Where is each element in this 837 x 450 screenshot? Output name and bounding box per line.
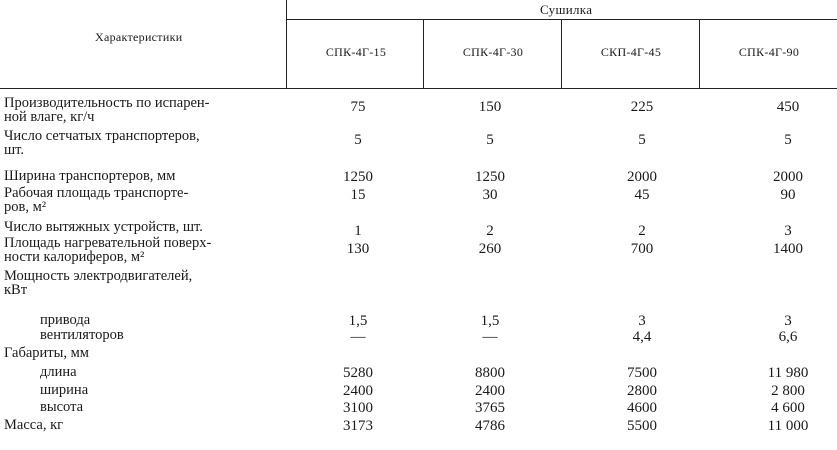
group-title: Сушилка [540,2,593,17]
table-cell: 3 [784,223,792,239]
table-cell: 3100 [343,400,373,416]
row-label: ширина [40,382,89,398]
row-label: кВт [4,282,28,298]
header-divider-0 [286,0,287,88]
table-cell: 1400 [773,241,803,257]
table-cell: 4786 [475,418,505,434]
row-label: Рабочая площадь транспорте- [4,185,189,201]
table-cell: 11 000 [767,418,809,434]
table-cell: 3 [638,313,646,329]
table-cell: 260 [478,241,502,257]
table-cell: 2 [486,223,494,239]
table-cell: 3765 [475,400,505,416]
row-label: Производительность по испарен- [4,95,210,111]
table-cell: 90 [780,187,796,203]
row-label: ров, м² [4,199,47,215]
header-bottom-rule [0,88,837,89]
table-cell: 6,6 [778,329,798,345]
table-cell: 1,5 [348,313,368,329]
table-cell: — [350,329,366,345]
row-label: привода [40,312,91,328]
row-label: Число сетчатых транспортеров, [4,128,200,144]
table-cell: 1250 [475,169,505,185]
table-cell: 700 [630,241,654,257]
table-cell: 5 [486,132,494,148]
table-cell: 5 [784,132,792,148]
table-cell: 30 [482,187,498,203]
table-cell: 5500 [627,418,657,434]
row-label: вентиляторов [40,327,124,343]
table-cell: 1250 [343,169,373,185]
table-cell: 150 [478,99,502,115]
table-cell: 2 800 [771,383,805,399]
row-label: Площадь нагревательной поверх- [4,235,212,251]
table-cell: 5 [354,132,362,148]
row-label: Число вытяжных устройств, шт. [4,219,203,235]
table-cell: 1,5 [480,313,500,329]
table-cell: 2400 [475,383,505,399]
table-cell: 130 [346,241,370,257]
table-cell: 2000 [773,169,803,185]
table-cell: 8800 [475,365,505,381]
table-cell: 2 [638,223,646,239]
table-cell: 7500 [627,365,657,381]
row-label: ности калориферов, м² [4,249,145,265]
table-cell: 2800 [627,383,657,399]
table-cell: 3 [784,313,792,329]
row-label: длина [40,364,77,380]
table-cell: 15 [350,187,366,203]
table-cell: 4,4 [632,329,652,345]
column-header-1: СПК-4Г-15 [325,45,387,59]
table-cell: 2400 [343,383,373,399]
table-cell: 4 600 [771,400,805,416]
row-label: шт. [4,142,25,158]
table-cell: 45 [634,187,650,203]
row-label: высота [40,399,84,415]
row-label: Ширина транспортеров, мм [4,168,176,184]
table-cell: 5280 [343,365,373,381]
table-cell: 5 [638,132,646,148]
row-label: ной влаге, кг/ч [4,109,95,125]
table-cell: 450 [776,99,800,115]
column-header-4: СПК-4Г-90 [738,45,800,59]
table-cell: 3173 [343,418,373,434]
column-header-2: СПК-4Г-30 [462,45,524,59]
header-top-rule [287,19,837,20]
characteristics-header: Характеристики [95,30,183,44]
table-cell: — [482,329,498,345]
row-label: Масса, кг [4,417,64,433]
table-cell: 11 980 [767,365,809,381]
row-label: Габариты, мм [4,345,89,361]
table-cell: 75 [350,99,366,115]
table-cell: 1 [354,223,362,239]
table-cell: 4600 [627,400,657,416]
column-header-3: СКП-4Г-45 [600,45,662,59]
table-cell: 225 [630,99,654,115]
row-label: Мощность электродвигателей, [4,268,193,284]
table-cell: 2000 [627,169,657,185]
